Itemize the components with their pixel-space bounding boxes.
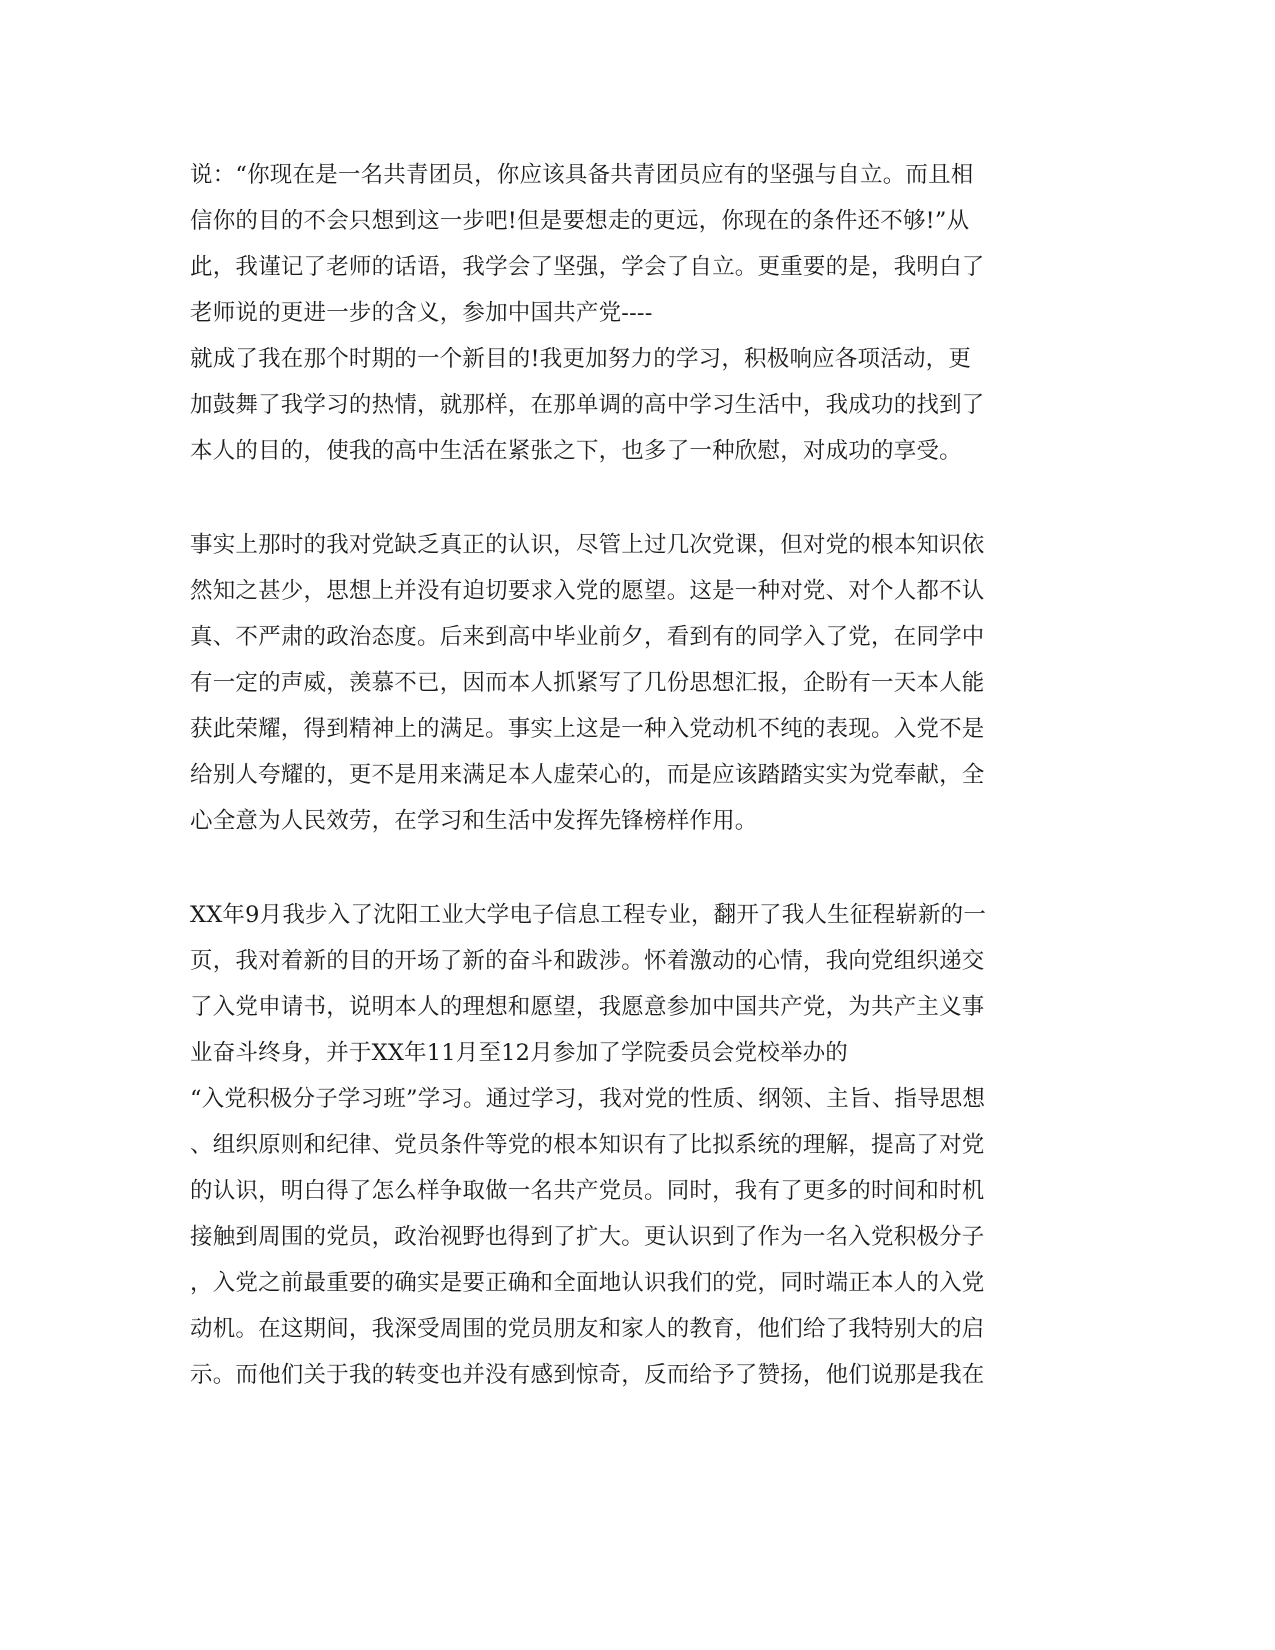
text-line: ，入党之前最重要的确实是要正确和全面地认识我们的党，同时端正本人的入党 [190,1270,985,1296]
text-line: 获此荣耀，得到精神上的满足。事实上这是一种入党动机不纯的表现。入党不是 [190,716,985,742]
text-line: 给别人夸耀的，更不是用来满足本人虚荣心的，而是应该踏踏实实为党奉献，全 [190,762,985,788]
text-line: 就成了我在那个时期的一个新目的!我更加努力的学习，积极响应各项活动，更 [190,346,972,372]
text-line: 然知之甚少，思想上并没有迫切要求入党的愿望。这是一种对党、对个人都不认 [190,578,985,604]
text-line: 动机。在这期间，我深受周围的党员朋友和家人的教育，他们给了我特别大的启 [190,1316,985,1342]
text-line: 页，我对着新的目的开场了新的奋斗和跋涉。怀着激动的心情，我向党组织递交 [190,948,985,974]
text-line: 真、不严肃的政治态度。后来到高中毕业前夕，看到有的同学入了党，在同学中 [190,624,985,650]
text-line: 加鼓舞了我学习的热情，就那样，在那单调的高中学习生活中，我成功的找到了 [190,392,985,418]
text-line: 接触到周围的党员，政治视野也得到了扩大。更认识到了作为一名入党积极分子 [190,1224,985,1250]
text-line: 业奋斗终身，并于XX年11月至12月参加了学院委员会党校举办的 [190,1040,848,1066]
text-line: 示。而他们关于我的转变也并没有感到惊奇，反而给予了赞扬，他们说那是我在 [190,1362,985,1388]
text-line: 老师说的更进一步的含义，参加中国共产党---- [190,300,653,326]
text-line: 的认识，明白得了怎么样争取做一名共产党员。同时，我有了更多的时间和时机 [190,1178,985,1204]
text-line: 说：“你现在是一名共青团员，你应该具备共青团员应有的坚强与自立。而且相 [190,162,974,188]
text-line: 此，我谨记了老师的话语，我学会了坚强，学会了自立。更重要的是，我明白了 [190,254,985,280]
text-line: 事实上那时的我对党缺乏真正的认识，尽管上过几次党课，但对党的根本知识依 [190,532,985,558]
text-line: 了入党申请书，说明本人的理想和愿望，我愿意参加中国共产党，为共产主义事 [190,994,985,1020]
text-line: XX年9月我步入了沈阳工业大学电子信息工程专业，翻开了我人生征程崭新的一 [190,902,987,928]
text-line: 心全意为人民效劳，在学习和生活中发挥先锋榜样作用。 [190,808,758,834]
text-line: 信你的目的不会只想到这一步吧!但是要想走的更远，你现在的条件还不够!”从 [190,208,970,234]
text-line: 本人的目的，使我的高中生活在紧张之下，也多了一种欣慰，对成功的享受。 [190,438,962,464]
text-line: 有一定的声威，羡慕不已，因而本人抓紧写了几份思想汇报，企盼有一天本人能 [190,670,985,696]
text-line: 、组织原则和纪律、党员条件等党的根本知识有了比拟系统的理解，提高了对党 [190,1132,985,1158]
text-line: “入党积极分子学习班”学习。通过学习，我对党的性质、纲领、主旨、指导思想 [190,1086,986,1112]
